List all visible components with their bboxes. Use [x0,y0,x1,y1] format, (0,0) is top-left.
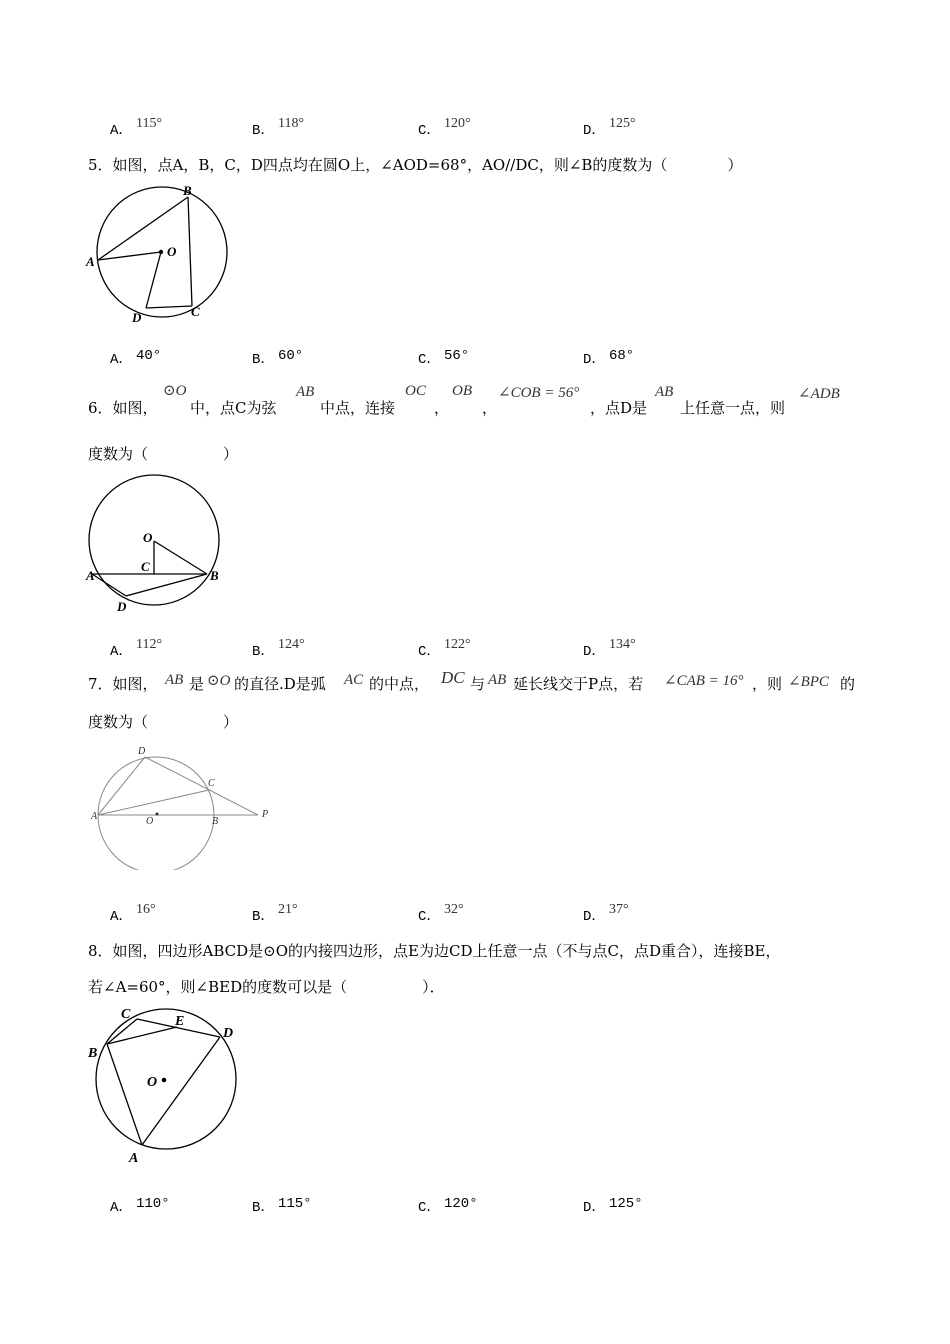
q7-stem-line2: 度数为（ ） [88,713,239,731]
q6-option-d-letter: D． [583,644,606,660]
q8-option-d-letter: D． [583,1200,606,1216]
q7-option-d-letter: D． [583,909,606,925]
q6-option-b-letter: B． [252,644,275,660]
q7-text-1: 7．如图， [88,675,158,693]
q7-text-3: 的直径.D是弧 [234,675,326,693]
q8-option-c-value: 120° [444,1196,478,1212]
q5-option-a-value: 40° [136,348,162,364]
q7-math-ab-2: AB [488,672,507,688]
q5-label-c: C [191,304,200,319]
q7-label-c: C [208,778,215,789]
q8-option-c-letter: C． [418,1200,441,1216]
q6-math-ob: OB [452,383,472,399]
q5-option-b-letter: B． [252,352,275,368]
q6-option-d-value: 134° [609,637,636,652]
q7-option-d-value: 37° [609,902,629,917]
q7-figure [88,740,278,870]
q5-option-b-value: 60° [278,348,304,364]
q4-option-a-letter: A． [110,123,133,139]
q8-option-a-value: 110° [136,1196,170,1212]
q8-option-b-value: 115° [278,1196,312,1212]
q6-label-a: A [86,568,95,583]
q8-label-d: D [223,1026,234,1041]
q6-label-d: D [117,599,127,614]
q7-option-a-letter: A． [110,909,133,925]
q4-option-c-letter: C． [418,123,441,139]
q6-math-oc: OC [405,383,426,399]
q8-figure [84,1002,244,1167]
q7-text-4: 的中点， [369,675,430,693]
q7-option-a-value: 16° [136,902,156,917]
q4-option-b-letter: B． [252,123,275,139]
q8-stem-line2: 若∠A=60°，则∠BED的度数可以是（ ）． [88,978,445,996]
q8-label-o: O [147,1075,158,1090]
q7-text-7: ，则 [752,675,783,693]
q8-stem-line1: 8．如图，四边形ABCD是⊙O的内接四边形，点E为边CD上任意一点（不与点C，点D重合），连接BE， [88,942,781,960]
q6-label-o: O [143,530,153,545]
q7-label-d: D [138,746,146,757]
q7-math-dc: DC [441,668,465,687]
q6-text-5: ， [482,399,498,417]
q6-figure [82,470,232,620]
q6-math-arc-ab: AB [655,384,674,400]
q8-label-e: E [175,1014,185,1029]
q7-text-8: 的 [840,675,856,693]
q6-text-1: 6．如图， [88,399,158,417]
q5-stem: 5．如图，点A，B，C，D四点均在圆O上，∠AOD=68°，AO//DC，则∠B的度数为（ ） [88,156,743,174]
q8-label-b: B [88,1046,98,1061]
q7-label-b: B [212,816,219,827]
q7-math-angle-bpc: ∠BPC [788,674,829,690]
q7-text-6: 延长线交于P点，若 [513,675,644,693]
q7-math-ab: AB [165,672,184,688]
q5-label-b: B [183,183,192,198]
q6-text-3: 中点，连接 [320,399,396,417]
q6-math-angle-cob: ∠COB = 56° [498,385,580,401]
q5-option-a-letter: A． [110,352,133,368]
q6-text-4: ， [434,399,450,417]
q4-option-b-value: 118° [278,116,305,131]
q7-text-5: 与 [470,675,486,693]
q7-option-b-letter: B． [252,909,275,925]
q6-math-ab: AB [296,384,315,400]
q5-option-d-letter: D． [583,352,606,368]
q8-label-c: C [121,1007,131,1022]
q6-text-6: ，点D是 [590,399,648,417]
q7-option-c-letter: C． [418,909,441,925]
q4-option-c-value: 120° [444,116,471,131]
q7-label-o: O [146,816,154,827]
q5-option-c-letter: C． [418,352,441,368]
q5-label-a: A [86,254,95,269]
q7-math-circle-o: ⊙O [207,673,231,689]
q5-label-o: O [167,244,177,259]
q6-math-circle-o: ⊙O [163,383,187,399]
q5-figure [84,178,234,328]
q6-math-angle-adb: ∠ADB [798,386,840,402]
q8-option-a-letter: A． [110,1200,133,1216]
q6-option-a-letter: A． [110,644,133,660]
q4-option-d-value: 125° [609,116,636,131]
q7-label-p: P [262,809,269,820]
q5-option-d-value: 68° [609,348,635,364]
q6-option-a-value: 112° [136,637,163,652]
q7-math-angle-cab: ∠CAB = 16° [664,673,744,689]
q6-option-b-value: 124° [278,637,305,652]
q7-option-b-value: 21° [278,902,298,917]
q7-text-2: 是 [189,675,205,693]
q7-label-a: A [91,811,98,822]
q5-option-c-value: 56° [444,348,470,364]
q6-label-b: B [210,568,219,583]
q6-stem-line2: 度数为（ ） [88,445,239,463]
q7-option-c-value: 32° [444,902,464,917]
q7-math-ac: AC [344,672,364,688]
q8-option-d-value: 125° [609,1196,643,1212]
q5-label-d: D [132,310,142,325]
q6-option-c-value: 122° [444,637,471,652]
q4-option-d-letter: D． [583,123,606,139]
q8-label-a: A [129,1151,139,1166]
q8-option-b-letter: B． [252,1200,275,1216]
q6-option-c-letter: C． [418,644,441,660]
q6-text-2: 中，点C为弦 [190,399,277,417]
q6-text-7: 上任意一点，则 [680,399,786,417]
q6-label-c: C [141,559,150,574]
q4-option-a-value: 115° [136,116,163,131]
